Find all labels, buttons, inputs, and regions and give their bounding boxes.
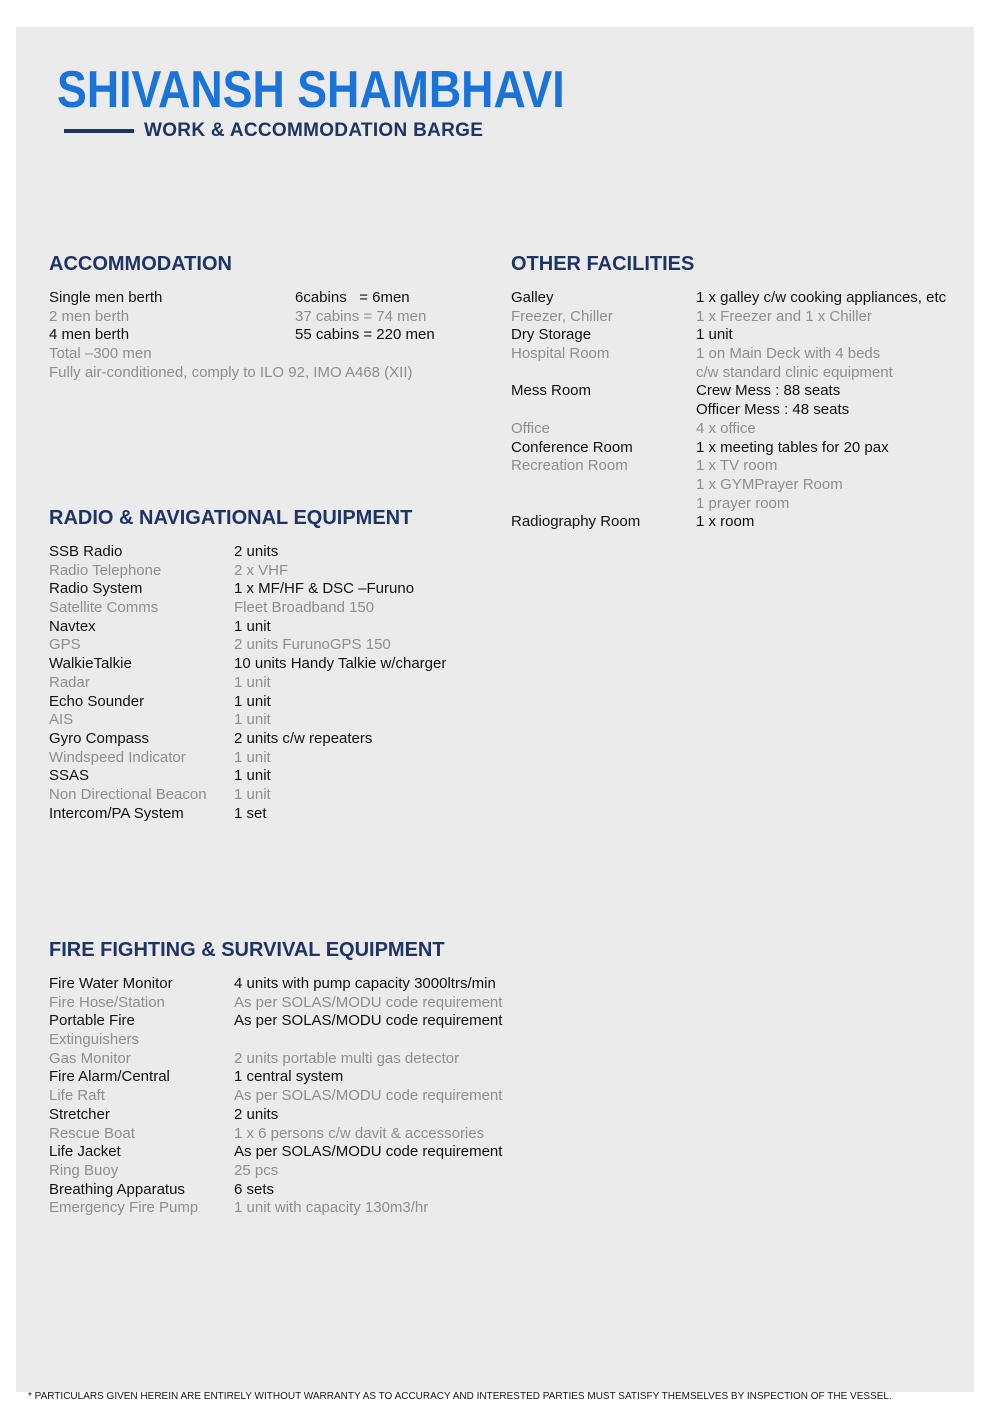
accommodation-row <box>49 308 469 327</box>
row-label: Windspeed Indicator <box>49 748 186 766</box>
row-label: Fire Water Monitor <box>49 975 173 992</box>
radio-nav-list <box>49 543 489 823</box>
equipment-row <box>49 1199 529 1218</box>
row-label: Fire Hose/Station <box>49 993 165 1011</box>
row-label: Fire Alarm/Central <box>49 1068 170 1086</box>
row-value: 1 x room <box>696 513 755 531</box>
row-value: 1 prayer room <box>696 494 790 512</box>
row-value: 2 units <box>234 1105 279 1123</box>
equipment-row <box>49 1125 529 1144</box>
subtitle-rule <box>64 129 134 133</box>
disclaimer-footer: * PARTICULARS GIVEN HEREIN ARE ENTIRELY WITHOUT WARRANTY AS TO ACCURACY AND INTERESTED PARTIES MUST SATISFY THEMSELVES BY INSPECTION OF THE VESSEL. <box>28 1391 892 1402</box>
row-label: Satellite Comms <box>49 599 159 617</box>
row-value: 1 x TV room <box>696 457 778 475</box>
other-facilities-list <box>511 289 971 532</box>
accommodation-row <box>49 345 469 364</box>
row-value: Officer Mess : 48 seats <box>696 401 850 419</box>
facility-row <box>511 457 971 476</box>
accommodation-row <box>49 326 469 345</box>
facility-row <box>511 308 971 327</box>
accommodation-row <box>49 289 469 308</box>
row-value: 2 units c/w repeaters <box>234 729 373 747</box>
row-value: 2 x VHF <box>234 561 289 579</box>
row-label: Portable Fire <box>49 1012 135 1030</box>
row-label: SSB Radio <box>49 543 123 560</box>
facility-row <box>511 289 971 308</box>
equipment-row <box>49 786 489 805</box>
equipment-row <box>49 599 489 618</box>
equipment-row <box>49 655 489 674</box>
row-label: Radiography Room <box>511 513 641 531</box>
row-value: 55 cabins = 220 men <box>295 326 435 344</box>
row-label: Total –300 men <box>49 345 152 363</box>
row-label: Echo Sounder <box>49 692 145 710</box>
facility-row <box>511 495 971 514</box>
equipment-row <box>49 1031 529 1050</box>
row-label: Dry Storage <box>511 326 592 344</box>
equipment-row <box>49 730 489 749</box>
row-label: Rescue Boat <box>49 1124 135 1142</box>
row-value: Crew Mess : 88 seats <box>696 382 841 400</box>
equipment-row <box>49 749 489 768</box>
row-label: Intercom/PA System <box>49 804 184 822</box>
row-value: 6cabins = 6men <box>295 289 410 306</box>
row-label: Life Jacket <box>49 1143 121 1161</box>
equipment-row <box>49 1143 529 1162</box>
row-value: 2 units <box>234 543 279 560</box>
vessel-name-title: SHIVANSH SHAMBHAVI <box>57 61 565 119</box>
row-label: Conference Room <box>511 438 633 456</box>
accommodation-row <box>49 364 469 383</box>
row-value: 1 unit <box>234 748 271 766</box>
row-value: 1 unit <box>234 617 271 635</box>
facility-row <box>511 326 971 345</box>
row-label: Galley <box>511 289 554 306</box>
row-value: 4 units with pump capacity 3000ltrs/min <box>234 975 496 992</box>
row-value: 1 on Main Deck with 4 beds <box>696 345 881 363</box>
facility-row <box>511 439 971 458</box>
row-label: Recreation Room <box>511 457 628 475</box>
row-value: 2 units portable multi gas detector <box>234 1049 460 1067</box>
facility-row <box>511 345 971 364</box>
equipment-row <box>49 636 489 655</box>
row-value: 1 unit <box>234 785 271 803</box>
facility-row <box>511 364 971 383</box>
row-value: 4 x office <box>696 419 756 437</box>
row-label: Life Raft <box>49 1087 105 1105</box>
row-value: 1 x MF/HF & DSC –Furuno <box>234 580 415 598</box>
accommodation-heading: ACCOMMODATION <box>49 253 232 275</box>
equipment-row <box>49 543 489 562</box>
row-value: 1 unit <box>234 767 271 785</box>
facility-row <box>511 401 971 420</box>
row-label: Navtex <box>49 617 96 635</box>
equipment-row <box>49 1087 529 1106</box>
equipment-row <box>49 1012 529 1031</box>
row-value: 1 unit <box>234 692 271 710</box>
row-value: 1 x Freezer and 1 x Chiller <box>696 307 872 325</box>
row-label: Fully air-conditioned, comply to ILO 92, IMO A468 (XII) <box>49 363 413 381</box>
row-label: Office <box>511 419 550 437</box>
equipment-row <box>49 1068 529 1087</box>
other-facilities-heading: OTHER FACILITIES <box>511 253 695 275</box>
row-value: 1 x 6 persons c/w davit & accessories <box>234 1124 485 1142</box>
radio-nav-heading: RADIO & NAVIGATIONAL EQUIPMENT <box>49 507 413 529</box>
row-value: 1 unit <box>234 673 271 691</box>
row-value: 1 unit <box>234 711 271 729</box>
row-label: Extinguishers <box>49 1031 140 1049</box>
fire-survival-heading: FIRE FIGHTING & SURVIVAL EQUIPMENT <box>49 939 445 961</box>
equipment-row <box>49 674 489 693</box>
accommodation-list <box>49 289 469 382</box>
row-label: 4 men berth <box>49 326 130 344</box>
row-label: Hospital Room <box>511 345 610 363</box>
row-value: 25 pcs <box>234 1161 279 1179</box>
row-label: Mess Room <box>511 382 592 400</box>
equipment-row <box>49 562 489 581</box>
equipment-row <box>49 767 489 786</box>
row-value: 6 sets <box>234 1180 275 1198</box>
row-label: AIS <box>49 711 74 729</box>
equipment-row <box>49 711 489 730</box>
row-label: Gyro Compass <box>49 729 150 747</box>
row-value: Fleet Broadband 150 <box>234 599 375 617</box>
equipment-row <box>49 580 489 599</box>
row-value: 10 units Handy Talkie w/charger <box>234 655 447 673</box>
equipment-row <box>49 693 489 712</box>
equipment-row <box>49 805 489 824</box>
row-value: 1 central system <box>234 1068 344 1086</box>
row-label: WalkieTalkie <box>49 655 132 673</box>
facility-row <box>511 513 971 532</box>
row-label: Non Directional Beacon <box>49 785 207 803</box>
row-value: 1 x GYMPrayer Room <box>696 475 843 493</box>
row-label: Single men berth <box>49 289 163 306</box>
row-value: 1 unit <box>696 326 733 344</box>
equipment-row <box>49 1050 529 1069</box>
row-value: 1 x galley c/w cooking appliances, etc <box>696 289 947 306</box>
row-label: SSAS <box>49 767 90 785</box>
equipment-row <box>49 1162 529 1181</box>
row-label: Breathing Apparatus <box>49 1180 185 1198</box>
row-label: Emergency Fire Pump <box>49 1199 199 1217</box>
facility-row <box>511 382 971 401</box>
equipment-row <box>49 1106 529 1125</box>
row-value: 1 unit with capacity 130m3/hr <box>234 1199 429 1217</box>
row-label: Stretcher <box>49 1105 110 1123</box>
row-label: Radar <box>49 673 90 691</box>
row-value: As per SOLAS/MODU code requirement <box>234 1143 503 1161</box>
row-value: As per SOLAS/MODU code requirement <box>234 1012 503 1030</box>
row-label: Ring Buoy <box>49 1161 119 1179</box>
row-value: 37 cabins = 74 men <box>295 307 427 325</box>
row-label: Radio System <box>49 580 143 598</box>
facility-row <box>511 420 971 439</box>
row-value: As per SOLAS/MODU code requirement <box>234 993 503 1011</box>
equipment-row <box>49 975 529 994</box>
row-value: 2 units FurunoGPS 150 <box>234 636 391 654</box>
row-value: c/w standard clinic equipment <box>696 363 893 381</box>
equipment-row <box>49 618 489 637</box>
row-value: 1 x meeting tables for 20 pax <box>696 438 889 456</box>
row-label: Freezer, Chiller <box>511 307 613 325</box>
equipment-row <box>49 1181 529 1200</box>
vessel-type-subtitle: WORK & ACCOMMODATION BARGE <box>144 120 484 141</box>
row-label: 2 men berth <box>49 307 130 325</box>
row-value: 1 set <box>234 804 267 822</box>
row-label: GPS <box>49 636 81 654</box>
fire-survival-list <box>49 975 529 1218</box>
row-label: Gas Monitor <box>49 1049 131 1067</box>
facility-row <box>511 476 971 495</box>
row-value: As per SOLAS/MODU code requirement <box>234 1087 503 1105</box>
row-label: Radio Telephone <box>49 561 162 579</box>
equipment-row <box>49 994 529 1013</box>
